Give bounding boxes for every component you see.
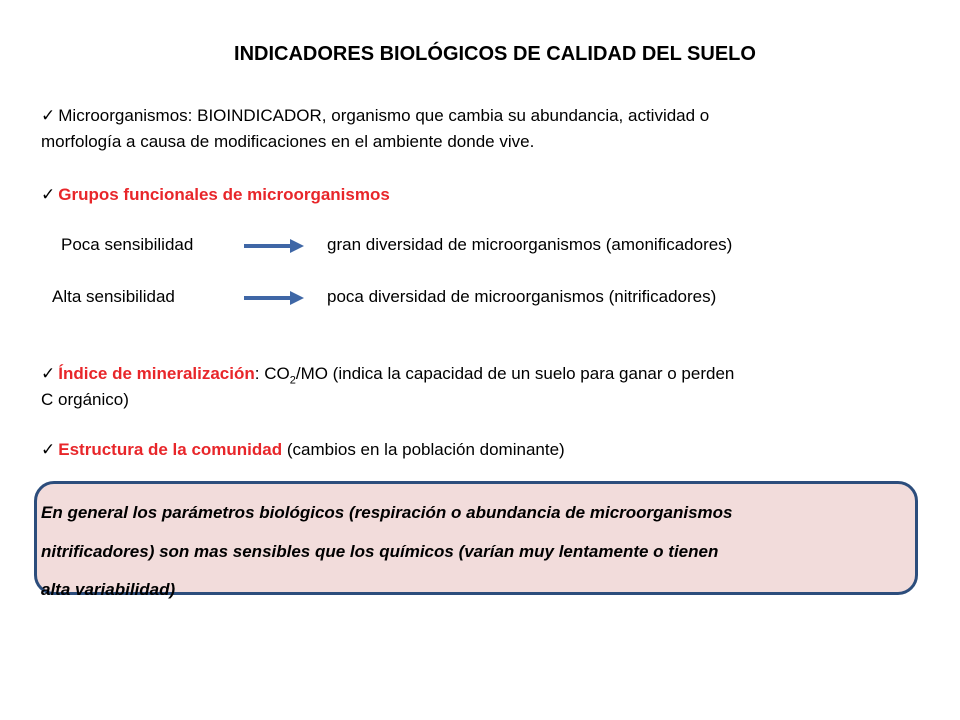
grupos-funcionales-label: Grupos funcionales de microorganismos xyxy=(58,185,390,204)
estructura-comunidad-description: (cambios en la población dominante) xyxy=(282,440,565,459)
indice-description-line2: C orgánico) xyxy=(41,390,129,409)
bullet-grupos-funcionales xyxy=(41,182,390,208)
check-icon: ✓ xyxy=(41,106,56,125)
sensitivity-low-level: Poca sensibilidad xyxy=(61,235,194,254)
bullet-estructura-comunidad xyxy=(41,437,565,463)
indice-formula-prefix: : CO xyxy=(254,364,290,383)
check-icon: ✓ xyxy=(41,364,56,383)
page-title: INDICADORES BIOLÓGICOS DE CALIDAD DEL SUELO xyxy=(234,43,756,65)
summary-callout-text xyxy=(41,494,921,610)
indice-formula-subscript: 2 xyxy=(289,374,296,387)
callout-line-1: En general los parámetros biológicos (respiración o abundancia de microorganismos xyxy=(41,503,733,522)
arrow-right-icon xyxy=(244,239,304,253)
arrow-right-icon xyxy=(244,291,304,305)
bullet-bioindicador xyxy=(41,103,709,129)
sensitivity-low-result: gran diversidad de microorganismos (amonificadores) xyxy=(327,235,733,254)
bullet-bioindicador-line1: Microorganismos: BIOINDICADOR, organismo que cambia su abundancia, actividad o xyxy=(58,106,710,125)
sensitivity-high-level: Alta sensibilidad xyxy=(52,287,175,306)
indice-description: /MO (indica la capacidad de un suelo para ganar o perden xyxy=(295,364,735,383)
check-icon: ✓ xyxy=(41,185,56,204)
callout-line-3: alta variabilidad) xyxy=(41,580,176,599)
callout-line-2: nitrificadores) son mas sensibles que los químicos (varían muy lentamente o tienen xyxy=(41,541,719,561)
indice-mineralizacion-label: Índice de mineralización xyxy=(58,364,255,383)
sensitivity-high-result: poca diversidad de microorganismos (nitrificadores) xyxy=(327,287,717,306)
estructura-comunidad-label: Estructura de la comunidad xyxy=(58,440,283,459)
bullet-bioindicador-line2: morfología a causa de modificaciones en el ambiente donde vive. xyxy=(41,132,535,151)
bullet-indice-mineralizacion xyxy=(41,361,734,393)
check-icon: ✓ xyxy=(41,440,56,459)
